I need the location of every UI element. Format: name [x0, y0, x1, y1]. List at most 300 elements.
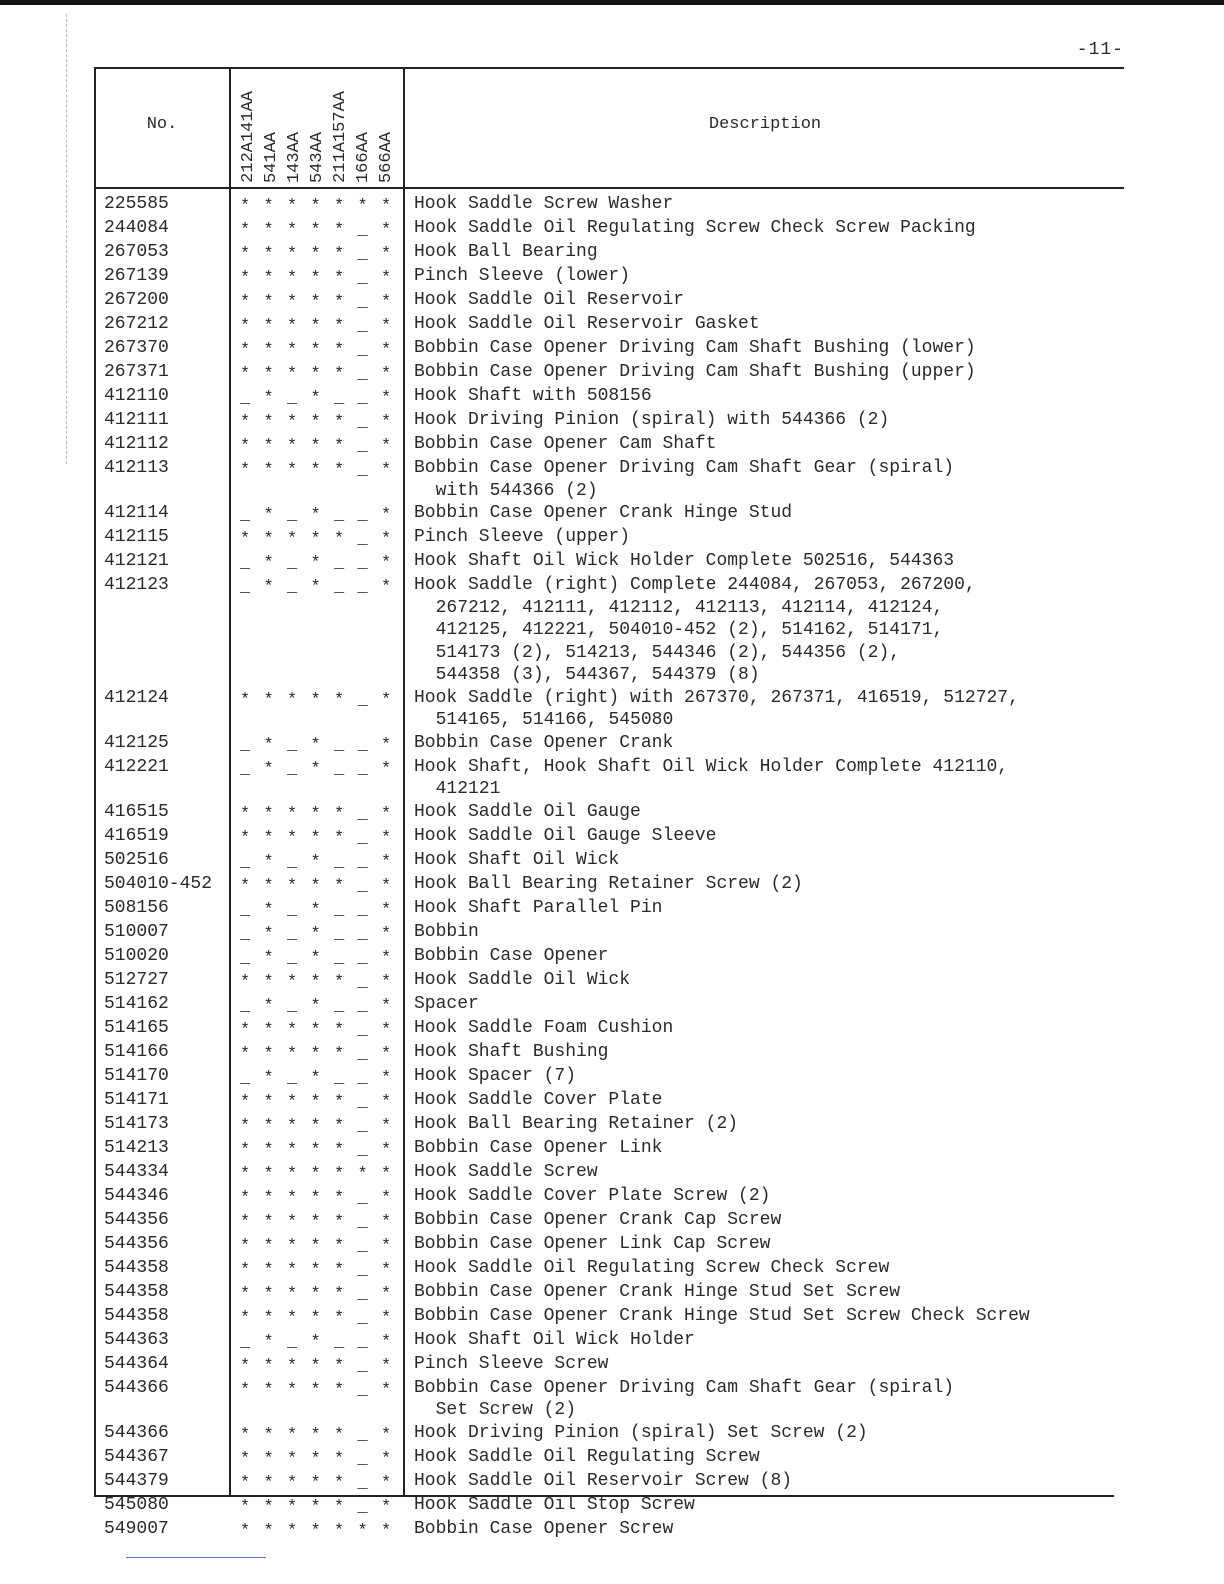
model-mark: * — [381, 828, 392, 848]
part-number: 412112 — [104, 434, 169, 454]
col-description-header: Description — [708, 115, 822, 134]
model-mark: _ — [357, 804, 368, 824]
model-mark: * — [381, 690, 392, 710]
model-mark: * — [240, 1212, 251, 1232]
model-mark: _ — [287, 554, 298, 573]
model-mark: _ — [334, 1332, 345, 1352]
model-mark: * — [263, 1212, 274, 1232]
model-mark: * — [310, 924, 321, 944]
part-number: 544379 — [104, 1470, 169, 1491]
model-mark: * — [263, 852, 274, 872]
model-marks — [230, 1518, 406, 1542]
model-mark: * — [240, 1044, 251, 1064]
model-marks — [230, 574, 406, 598]
part-number: 514171 — [104, 1089, 169, 1110]
model-mark: * — [240, 413, 251, 432]
part-number: 544367 — [104, 1446, 169, 1467]
model-mark: * — [287, 221, 298, 240]
table-row — [94, 921, 1124, 945]
model-mark: _ — [357, 1092, 368, 1112]
model-marks — [230, 265, 406, 289]
model-mark: * — [263, 1068, 274, 1088]
model-mark: _ — [240, 554, 251, 573]
model-mark: * — [310, 413, 321, 432]
model-mark: * — [263, 948, 274, 968]
part-description: Bobbin Case Opener Crank Hinge Stud — [414, 503, 793, 523]
model-mark: * — [287, 972, 298, 992]
model-mark: * — [263, 1425, 274, 1445]
table-row — [94, 385, 1124, 409]
part-number: 267139 — [104, 266, 169, 286]
model-mark: * — [381, 1068, 392, 1088]
model-mark: * — [240, 1473, 251, 1493]
part-number: 412110 — [104, 386, 169, 406]
model-marks — [230, 849, 406, 873]
model-header: 166AA — [354, 131, 373, 183]
table-row — [94, 1233, 1124, 1257]
model-mark: * — [381, 972, 392, 992]
model-mark: * — [381, 1308, 392, 1328]
model-mark: * — [334, 317, 345, 336]
model-mark: * — [310, 1188, 321, 1208]
model-mark: * — [240, 1308, 251, 1328]
model-mark: _ — [357, 948, 368, 968]
model-mark: * — [287, 1236, 298, 1256]
model-mark: _ — [357, 996, 368, 1016]
model-mark: * — [310, 759, 321, 779]
model-mark: * — [287, 1092, 298, 1112]
model-mark: _ — [357, 341, 368, 360]
model-mark: * — [310, 197, 321, 216]
table-row — [94, 313, 1124, 337]
table-row — [94, 1353, 1124, 1377]
table-row — [94, 574, 1124, 687]
model-mark: _ — [357, 828, 368, 848]
model-mark: * — [310, 1020, 321, 1040]
part-number: 544334 — [104, 1161, 169, 1182]
model-mark: * — [287, 365, 298, 384]
model-mark: * — [310, 506, 321, 525]
model-marks — [230, 1089, 406, 1113]
model-mark: * — [310, 1308, 321, 1328]
part-number: 502516 — [104, 849, 169, 870]
part-description: Hook Ball Bearing Retainer (2) — [414, 1113, 739, 1134]
model-mark: _ — [357, 900, 368, 920]
part-description: Hook Saddle Oil Stop Screw — [414, 1494, 695, 1515]
model-mark: * — [287, 1116, 298, 1136]
model-mark: * — [310, 317, 321, 336]
model-mark: * — [381, 1236, 392, 1256]
model-mark: * — [381, 948, 392, 968]
model-mark: _ — [240, 389, 251, 408]
model-mark: * — [310, 365, 321, 384]
model-mark: * — [381, 1092, 392, 1112]
model-mark: * — [263, 1497, 274, 1517]
model-marks — [230, 1470, 406, 1494]
model-mark: * — [357, 1521, 368, 1541]
model-mark: * — [240, 221, 251, 240]
table-row — [94, 969, 1124, 993]
part-number: 412124 — [104, 687, 169, 708]
part-description: Spacer — [414, 993, 479, 1014]
model-mark: _ — [357, 506, 368, 525]
model-mark: * — [263, 461, 274, 480]
table-row — [94, 526, 1124, 550]
model-mark: _ — [357, 690, 368, 710]
table-row — [94, 1185, 1124, 1209]
model-mark: * — [334, 413, 345, 432]
model-mark: _ — [357, 461, 368, 480]
model-mark: * — [263, 554, 274, 573]
model-marks — [230, 1377, 406, 1401]
model-marks — [230, 1041, 406, 1065]
model-mark: * — [240, 1164, 251, 1184]
model-marks — [230, 1494, 406, 1518]
model-mark: * — [381, 1449, 392, 1469]
part-number: 267370 — [104, 338, 169, 358]
part-number: 412115 — [104, 527, 169, 547]
model-mark: _ — [357, 1116, 368, 1136]
part-number: 514213 — [104, 1137, 169, 1158]
model-marks — [230, 502, 406, 526]
model-mark: * — [334, 1164, 345, 1184]
table-row — [94, 1161, 1124, 1185]
model-mark: * — [381, 1521, 392, 1541]
table-row — [94, 849, 1124, 873]
table-row — [94, 289, 1124, 313]
part-number: 510020 — [104, 945, 169, 966]
part-number: 549007 — [104, 1518, 169, 1539]
model-mark: * — [357, 1164, 368, 1184]
model-mark: * — [334, 1092, 345, 1112]
model-mark: * — [381, 1284, 392, 1304]
model-mark: _ — [357, 437, 368, 456]
model-marks — [230, 1017, 406, 1041]
model-marks — [230, 1137, 406, 1161]
model-mark: * — [334, 365, 345, 384]
model-mark: _ — [357, 1449, 368, 1469]
model-mark: * — [310, 530, 321, 549]
model-mark: * — [263, 269, 274, 288]
model-mark: * — [263, 389, 274, 408]
model-mark: * — [287, 437, 298, 456]
model-mark: _ — [240, 735, 251, 755]
part-number: 512727 — [104, 969, 169, 990]
model-mark: * — [263, 197, 274, 216]
part-number: 412123 — [104, 575, 169, 595]
model-mark: * — [310, 690, 321, 710]
model-mark: _ — [334, 578, 345, 597]
model-mark: _ — [287, 735, 298, 755]
model-mark: * — [334, 1497, 345, 1517]
part-number: 544356 — [104, 1233, 169, 1254]
part-description: Bobbin Case Opener Cam Shaft — [414, 434, 717, 454]
model-mark: * — [381, 1188, 392, 1208]
table-row — [94, 1065, 1124, 1089]
model-mark: _ — [357, 1425, 368, 1445]
model-mark: * — [310, 1068, 321, 1088]
model-mark: * — [240, 1425, 251, 1445]
col-no-header: No. — [146, 115, 178, 134]
model-mark: * — [310, 554, 321, 573]
model-marks — [230, 337, 406, 361]
model-mark: * — [310, 804, 321, 824]
model-mark: * — [240, 690, 251, 710]
part-description: Bobbin Case Opener Crank Cap Screw — [414, 1209, 782, 1230]
header-rule — [94, 187, 1124, 189]
model-mark: * — [334, 1425, 345, 1445]
part-number: 544356 — [104, 1209, 169, 1230]
table-row — [94, 1017, 1124, 1041]
model-mark: * — [310, 1332, 321, 1352]
model-mark: * — [334, 197, 345, 216]
part-number: 267212 — [104, 314, 169, 334]
table-row — [94, 801, 1124, 825]
table-row — [94, 337, 1124, 361]
model-header: 211A157AA — [331, 91, 350, 183]
model-mark: * — [263, 245, 274, 264]
table-row — [94, 1041, 1124, 1065]
part-number: 416515 — [104, 801, 169, 822]
model-marks — [230, 945, 406, 969]
model-marks — [230, 1305, 406, 1329]
model-mark: * — [310, 245, 321, 264]
model-mark: * — [310, 1212, 321, 1232]
model-mark: _ — [357, 1020, 368, 1040]
model-mark: * — [287, 341, 298, 360]
table-row — [94, 1089, 1124, 1113]
part-description: Bobbin Case Opener Screw — [414, 1518, 674, 1539]
part-description: Hook Saddle Oil Reservoir — [414, 290, 685, 310]
model-mark: * — [334, 1380, 345, 1400]
model-mark: * — [240, 197, 251, 216]
model-mark: * — [381, 317, 392, 336]
model-mark: * — [287, 1188, 298, 1208]
model-mark: _ — [287, 924, 298, 944]
part-number: 510007 — [104, 921, 169, 942]
part-number: 544364 — [104, 1353, 169, 1374]
model-mark: * — [310, 1140, 321, 1160]
model-mark: _ — [240, 900, 251, 920]
model-mark: * — [263, 317, 274, 336]
part-description: Hook Spacer (7) — [414, 1065, 577, 1086]
model-mark: * — [240, 876, 251, 896]
footer-line — [126, 1557, 266, 1558]
model-mark: * — [263, 1308, 274, 1328]
part-description: Hook Saddle Cover Plate Screw (2) — [414, 1185, 771, 1206]
table-row — [94, 1494, 1124, 1518]
part-number: 514173 — [104, 1113, 169, 1134]
model-mark: _ — [334, 554, 345, 573]
model-mark: * — [334, 1308, 345, 1328]
page-number: -11- — [1076, 40, 1124, 60]
model-mark: * — [263, 804, 274, 824]
part-description: Hook Saddle (right) Complete 244084, 267053, 267200, 267212, 412111, 412112, 412113, 412114, 412124, 412125, 412221, 504010-452 (2), 514162, 514171, 514173 (2), 514213, 544346 (2), 544356 (2), 544358 (3), 544367, 544379 (8) — [414, 575, 976, 685]
model-marks — [230, 969, 406, 993]
part-number: 267200 — [104, 290, 169, 310]
model-mark: * — [334, 1188, 345, 1208]
model-mark: * — [334, 1236, 345, 1256]
table-row — [94, 1422, 1124, 1446]
model-mark: * — [287, 1284, 298, 1304]
model-mark: * — [263, 530, 274, 549]
model-header: 212A141AA — [239, 91, 258, 183]
model-mark: _ — [240, 948, 251, 968]
model-mark: * — [310, 1092, 321, 1112]
model-mark: _ — [334, 924, 345, 944]
part-number: 544366 — [104, 1377, 169, 1398]
model-mark: * — [334, 437, 345, 456]
model-mark: _ — [357, 876, 368, 896]
table-top-rule — [94, 67, 1124, 69]
model-mark: * — [381, 1164, 392, 1184]
table-row — [94, 265, 1124, 289]
model-mark: _ — [287, 948, 298, 968]
model-mark: * — [310, 876, 321, 896]
part-description: Hook Saddle Oil Gauge Sleeve — [414, 825, 717, 846]
table-row — [94, 945, 1124, 969]
model-mark: * — [334, 1116, 345, 1136]
model-mark: * — [310, 1425, 321, 1445]
model-mark: * — [263, 1521, 274, 1541]
model-mark: * — [240, 1020, 251, 1040]
model-mark: * — [287, 1044, 298, 1064]
part-number: 544358 — [104, 1257, 169, 1278]
model-marks — [230, 1113, 406, 1137]
part-description: Hook Saddle Oil Regulating Screw Check Screw — [414, 1257, 890, 1278]
model-mark: * — [381, 1380, 392, 1400]
model-mark: * — [287, 1212, 298, 1232]
model-marks — [230, 241, 406, 265]
model-mark: * — [334, 245, 345, 264]
part-description: Hook Saddle Oil Reservoir Gasket — [414, 314, 760, 334]
part-description: Hook Shaft Bushing — [414, 1041, 609, 1062]
model-mark: * — [334, 690, 345, 710]
table-row — [94, 457, 1124, 502]
model-mark: * — [263, 1380, 274, 1400]
model-mark: * — [287, 293, 298, 312]
part-number: 416519 — [104, 825, 169, 846]
model-marks — [230, 1422, 406, 1446]
model-mark: _ — [334, 996, 345, 1016]
part-description: Hook Shaft with 508156 — [414, 386, 652, 406]
model-header: 566AA — [377, 131, 396, 183]
model-mark: * — [310, 1260, 321, 1280]
model-marks — [230, 873, 406, 897]
model-mark: _ — [357, 1044, 368, 1064]
table-row — [94, 1470, 1124, 1494]
model-marks — [230, 433, 406, 457]
model-mark: * — [381, 389, 392, 408]
model-mark: _ — [334, 735, 345, 755]
model-mark: * — [263, 759, 274, 779]
model-mark: * — [263, 924, 274, 944]
model-mark: _ — [357, 1188, 368, 1208]
part-description: Bobbin Case Opener Crank — [414, 732, 674, 753]
model-mark: * — [334, 1521, 345, 1541]
model-mark: * — [240, 1188, 251, 1208]
part-number: 545080 — [104, 1494, 169, 1515]
model-headers — [234, 71, 404, 183]
model-mark: * — [263, 972, 274, 992]
model-mark: * — [263, 828, 274, 848]
model-mark: * — [287, 1473, 298, 1493]
model-mark: * — [240, 1260, 251, 1280]
part-description: Bobbin Case Opener Crank Hinge Stud Set Screw — [414, 1281, 901, 1302]
model-mark: _ — [357, 365, 368, 384]
model-mark: * — [287, 1164, 298, 1184]
model-mark: * — [240, 1140, 251, 1160]
model-mark: * — [310, 1449, 321, 1469]
model-mark: _ — [357, 1236, 368, 1256]
model-mark: * — [310, 948, 321, 968]
model-mark: * — [381, 900, 392, 920]
model-mark: * — [263, 365, 274, 384]
table-row — [94, 756, 1124, 801]
model-header: 543AA — [308, 131, 327, 183]
model-mark: * — [381, 1140, 392, 1160]
model-mark: * — [357, 197, 368, 216]
model-mark: * — [381, 1497, 392, 1517]
model-mark: _ — [357, 317, 368, 336]
model-marks — [230, 1353, 406, 1377]
part-description: Hook Shaft Oil Wick Holder Complete 502516, 544363 — [414, 551, 955, 571]
model-mark: * — [381, 996, 392, 1016]
model-marks — [230, 385, 406, 409]
model-mark: * — [310, 341, 321, 360]
model-mark: _ — [357, 972, 368, 992]
model-mark: _ — [357, 1308, 368, 1328]
model-mark: * — [310, 293, 321, 312]
model-mark: _ — [357, 1260, 368, 1280]
part-description: Bobbin Case Opener Driving Cam Shaft Gear (spiral) Set Screw (2) — [414, 1377, 955, 1420]
model-marks — [230, 409, 406, 433]
model-marks — [230, 897, 406, 921]
model-mark: * — [381, 506, 392, 525]
model-mark: _ — [357, 924, 368, 944]
model-mark: _ — [357, 1356, 368, 1376]
model-mark: _ — [357, 1473, 368, 1493]
part-description: Bobbin Case Opener Link Cap Screw — [414, 1233, 771, 1254]
model-mark: * — [240, 317, 251, 336]
table-row — [94, 993, 1124, 1017]
part-description: Pinch Sleeve (lower) — [414, 266, 631, 286]
model-mark: _ — [240, 1068, 251, 1088]
model-mark: _ — [357, 1284, 368, 1304]
table-row — [94, 1377, 1124, 1422]
part-number: 544366 — [104, 1422, 169, 1443]
model-mark: * — [310, 972, 321, 992]
model-mark: * — [240, 245, 251, 264]
model-mark: * — [263, 735, 274, 755]
model-mark: * — [381, 437, 392, 456]
model-mark: * — [381, 876, 392, 896]
model-mark: * — [381, 1044, 392, 1064]
model-mark: * — [287, 1140, 298, 1160]
model-mark: * — [334, 1284, 345, 1304]
model-mark: _ — [240, 1332, 251, 1352]
model-mark: _ — [287, 900, 298, 920]
table-row — [94, 1518, 1124, 1542]
model-mark: * — [334, 530, 345, 549]
model-mark: * — [310, 389, 321, 408]
model-mark: * — [381, 1020, 392, 1040]
model-mark: * — [310, 1497, 321, 1517]
model-mark: * — [263, 1236, 274, 1256]
table-row — [94, 217, 1124, 241]
model-mark: _ — [287, 759, 298, 779]
model-mark: _ — [334, 506, 345, 525]
